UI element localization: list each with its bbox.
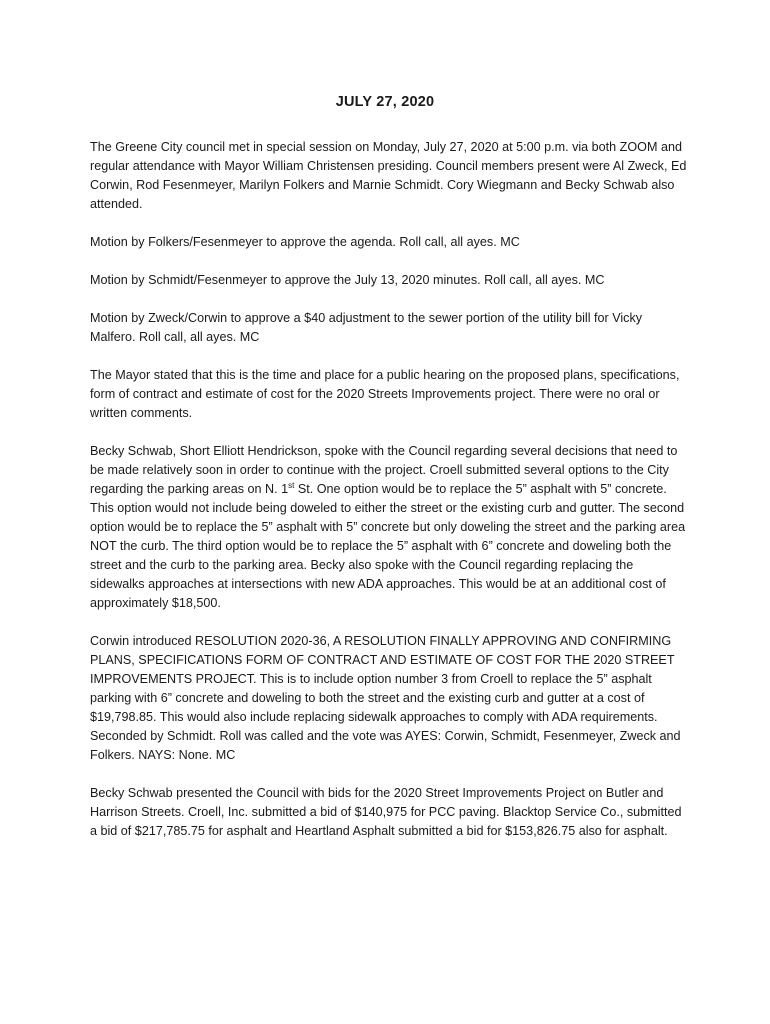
paragraph-agenda-motion: Motion by Folkers/Fesenmeyer to approve the agenda. Roll call, all ayes. MC [90, 235, 520, 249]
paragraph-bids: Becky Schwab presented the Council with bids for the 2020 Street Improvements Project on Butler and Harrison Streets. Croell, Inc. submitted a bid of $140,975 for PCC paving. Blacktop Service Co., submitted a bid of $217,785.75 for asphalt and Heartland Asphalt submitted a bid for $153,826.75 also for asphalt. [90, 786, 682, 838]
paragraph-session-opening: The Greene City council met in special session on Monday, July 27, 2020 at 5:00 p.m. via both ZOOM and regular attendance with Mayor William Christensen presiding. Council members present were Al Zweck, Ed Corwin, Rod Fesenmeyer, Marilyn Folkers and Marnie Schmidt. Cory Wiegmann and Becky Schwab also attended. [90, 140, 687, 211]
document-title: JULY 27, 2020 [335, 94, 435, 110]
parking-options-text-part1: Becky Schwab, Short Elliott Hendrickson, spoke with the Council regarding several decisions that need to be made relatively soon in order to continue with the project. Croell submitted several options to the City regarding the parking areas on N. 1 [90, 444, 678, 496]
paragraph-minutes-motion: Motion by Schmidt/Fesenmeyer to approve the July 13, 2020 minutes. Roll call, all ayes. MC [90, 273, 605, 287]
parking-options-text-part2: St. One option would be to replace the 5” asphalt with 5” concrete. This option would not include being doweled to either the street or the existing curb and gutter. The second option would be to replace the 5” asphalt with 5” concrete but only doweling the street and the parking area NOT the curb. The third option would be to replace the 5” asphalt with 6” concrete and doweling both the street and the curb to the parking area. Becky also spoke with the Council regarding replacing the sidewalks approaches at intersections with new ADA approaches. This would be at an additional cost of approximately $18,500. [90, 482, 686, 610]
paragraph-resolution-2020-36: Corwin introduced RESOLUTION 2020-36, A RESOLUTION FINALLY APPROVING AND CONFIRMING PLANS, SPECIFICATIONS FORM OF CONTRACT AND ESTIMATE OF COST FOR THE 2020 STREET IMPROVEMENTS PROJECT. This is to include option number 3 from Croell to replace the 5” asphalt parking with 6” concrete and doweling to both the street and the existing curb and gutter at a cost of $19,798.85. This would also include replacing sidewalk approaches to comply with ADA requirements. Seconded by Schmidt. Roll was called and the vote was AYES: Corwin, Schmidt, Fesenmeyer, Zweck and Folkers. NAYS: None. MC [90, 634, 681, 762]
paragraph-sewer-adjustment-motion: Motion by Zweck/Corwin to approve a $40 adjustment to the sewer portion of the utility bill for Vicky Malfero. Roll call, all ayes. MC [90, 311, 643, 344]
paragraph-parking-options [90, 442, 690, 613]
paragraph-public-hearing: The Mayor stated that this is the time and place for a public hearing on the proposed plans, specifications, form of contract and estimate of cost for the 2020 Streets Improvements project. There were no oral or written comments. [90, 368, 680, 420]
document-body [90, 138, 690, 860]
ordinal-superscript: st [288, 480, 295, 490]
